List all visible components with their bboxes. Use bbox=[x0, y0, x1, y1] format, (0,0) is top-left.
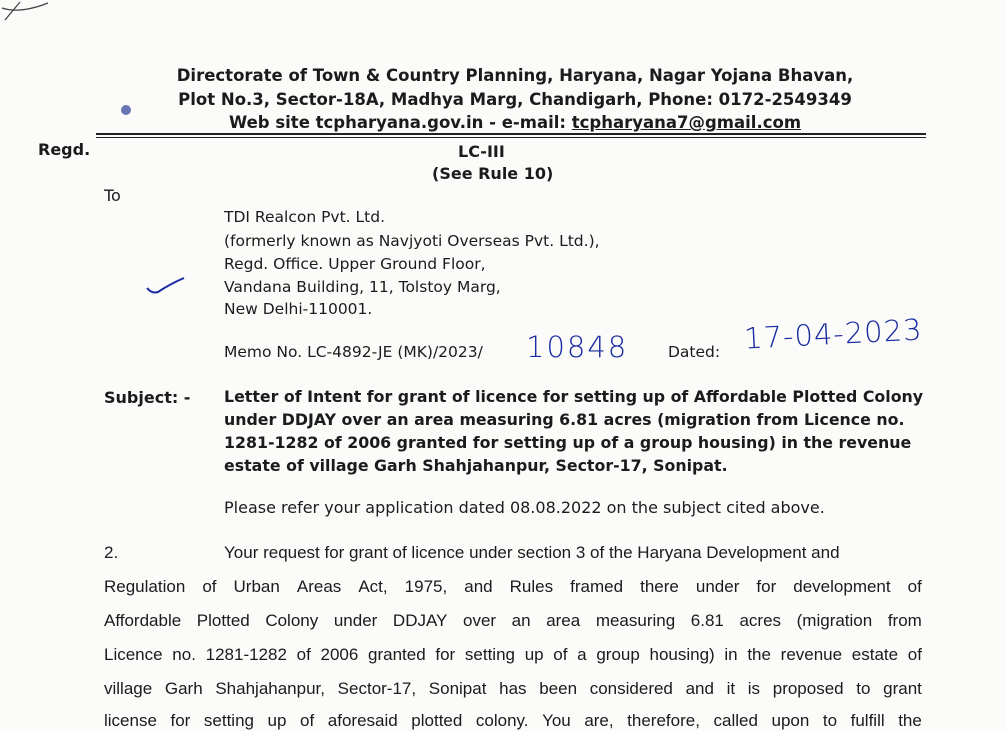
word: proposed bbox=[772, 679, 844, 698]
word: a bbox=[577, 645, 587, 664]
address-line: Vandana Building, 11, Tolstoy Marg, bbox=[224, 278, 501, 296]
subject-line: under DDJAY over an area measuring 6.81 acres (migration from Licence no. bbox=[224, 410, 905, 429]
address-line: New Delhi-110001. bbox=[224, 300, 373, 318]
letterhead-rule bbox=[96, 133, 926, 135]
paragraph-2-line bbox=[104, 611, 922, 631]
word: Act, bbox=[358, 577, 388, 596]
paragraph-2-number: 2. bbox=[104, 543, 119, 562]
subject-line: Letter of Intent for grant of licence for setting up of Affordable Plotted Colony bbox=[224, 387, 924, 406]
word: been bbox=[539, 679, 578, 698]
subject-line: estate of village Garh Shahjahanpur, Sector-17, Sonipat. bbox=[224, 456, 728, 475]
word: therefore, bbox=[627, 711, 700, 730]
paragraph-2-line bbox=[104, 645, 922, 665]
word: development bbox=[793, 577, 891, 596]
address-line: (formerly known as Navjyoti Overseas Pvt. Ltd.), bbox=[224, 232, 600, 250]
letterhead-rule-thin bbox=[96, 137, 926, 138]
word: under bbox=[695, 577, 740, 596]
word: considered bbox=[589, 679, 673, 698]
word: the bbox=[747, 645, 771, 664]
address-line: Regd. Office. Upper Ground Floor, bbox=[224, 255, 486, 273]
word: 1975, bbox=[404, 577, 448, 596]
word: and bbox=[464, 577, 493, 596]
word: Garh bbox=[164, 679, 203, 698]
check-mark-icon bbox=[144, 272, 188, 300]
word: (migration bbox=[796, 611, 873, 630]
letterhead-line-1: Directorate of Town & Country Planning, Haryana, Nagar Yojana Bhavan, bbox=[176, 66, 854, 85]
email-link[interactable]: tcpharyana7@gmail.com bbox=[571, 113, 802, 132]
word: for bbox=[170, 711, 191, 730]
word: and bbox=[685, 679, 714, 698]
regd-label: Regd. bbox=[38, 140, 91, 159]
word: 2006 bbox=[320, 645, 359, 664]
word: no. bbox=[172, 645, 196, 664]
word: Shahjahanpur, bbox=[215, 679, 325, 698]
word: granted bbox=[368, 645, 426, 664]
word: called bbox=[713, 711, 758, 730]
word: group bbox=[596, 645, 640, 664]
paragraph-2-line bbox=[104, 577, 922, 597]
paragraph-2-line bbox=[104, 679, 922, 699]
subject-label: Subject: - bbox=[104, 388, 191, 407]
form-code: LC-III bbox=[458, 142, 505, 161]
word: up bbox=[267, 711, 287, 730]
website-text: Web site tcpharyana.gov.in - e-mail: bbox=[228, 113, 572, 132]
word: up bbox=[524, 645, 544, 664]
letterhead-line-3 bbox=[150, 113, 880, 132]
word: DDJAY bbox=[392, 611, 448, 630]
word: estate bbox=[851, 645, 899, 664]
word: Colony bbox=[265, 611, 319, 630]
memo-number-handwritten: 10848 bbox=[526, 330, 629, 364]
word: of bbox=[553, 645, 568, 664]
word: for bbox=[435, 645, 456, 664]
word: Affordable bbox=[104, 611, 182, 630]
corner-pen-mark bbox=[0, 0, 70, 40]
word: village bbox=[104, 679, 153, 698]
seal-speck-icon bbox=[118, 102, 134, 118]
word: Regulation bbox=[104, 577, 186, 596]
word: framed bbox=[570, 577, 624, 596]
word: there bbox=[640, 577, 679, 596]
word: in bbox=[724, 645, 738, 664]
dated-label: Dated: bbox=[668, 343, 721, 361]
word: Sonipat bbox=[428, 679, 487, 698]
word: from bbox=[887, 611, 922, 630]
word: over bbox=[463, 611, 497, 630]
word: of bbox=[202, 577, 217, 596]
letterhead-line-2: Plot No.3, Sector-18A, Madhya Marg, Chandigarh, Phone: 0172-2549349 bbox=[178, 90, 852, 109]
word: You bbox=[542, 711, 571, 730]
word: aforesaid bbox=[327, 711, 398, 730]
word: fulfill bbox=[850, 711, 885, 730]
word: colony. bbox=[475, 711, 529, 730]
word: the bbox=[898, 711, 922, 730]
word: plotted bbox=[411, 711, 463, 730]
word: to bbox=[856, 679, 871, 698]
word: housing) bbox=[649, 645, 715, 664]
word: area bbox=[546, 611, 581, 630]
paragraph-2-line bbox=[104, 711, 922, 731]
word: of bbox=[296, 645, 311, 664]
form-rule: (See Rule 10) bbox=[432, 164, 554, 183]
to-label: To bbox=[104, 186, 121, 205]
word: has bbox=[499, 679, 527, 698]
word: acres bbox=[739, 611, 782, 630]
word: under bbox=[333, 611, 378, 630]
word: Licence bbox=[104, 645, 163, 664]
word: is bbox=[747, 679, 761, 698]
word: an bbox=[511, 611, 531, 630]
word: are, bbox=[584, 711, 614, 730]
word: 6.81 bbox=[690, 611, 724, 630]
word: grant bbox=[883, 679, 922, 698]
word: revenue bbox=[780, 645, 843, 664]
date-handwritten: 17-04-2023 bbox=[743, 312, 924, 356]
paragraph-2-first-line: Your request for grant of licence under section 3 of the Haryana Development and bbox=[224, 543, 840, 562]
word: setting bbox=[464, 645, 515, 664]
word: measuring bbox=[595, 611, 676, 630]
subject-line: 1281-1282 of 2006 granted for setting up of a group housing) in the revenue bbox=[224, 433, 912, 452]
word: of bbox=[907, 645, 922, 664]
word: license bbox=[104, 711, 157, 730]
memo-number-label: Memo No. LC-4892-JE (MK)/2023/ bbox=[224, 343, 483, 361]
word: of bbox=[300, 711, 315, 730]
word: Rules bbox=[509, 577, 554, 596]
word: Areas bbox=[296, 577, 342, 596]
word: it bbox=[726, 679, 736, 698]
paragraph-1: Please refer your application dated 08.08.2022 on the subject cited above. bbox=[224, 498, 825, 517]
word: upon bbox=[771, 711, 810, 730]
address-line: TDI Realcon Pvt. Ltd. bbox=[224, 208, 386, 226]
word: Sector-17, bbox=[337, 679, 417, 698]
word: Plotted bbox=[196, 611, 250, 630]
word: Urban bbox=[233, 577, 280, 596]
word: setting bbox=[203, 711, 254, 730]
word: to bbox=[822, 711, 838, 730]
word: of bbox=[907, 577, 922, 596]
word: 1281-1282 bbox=[205, 645, 287, 664]
word: for bbox=[756, 577, 777, 596]
